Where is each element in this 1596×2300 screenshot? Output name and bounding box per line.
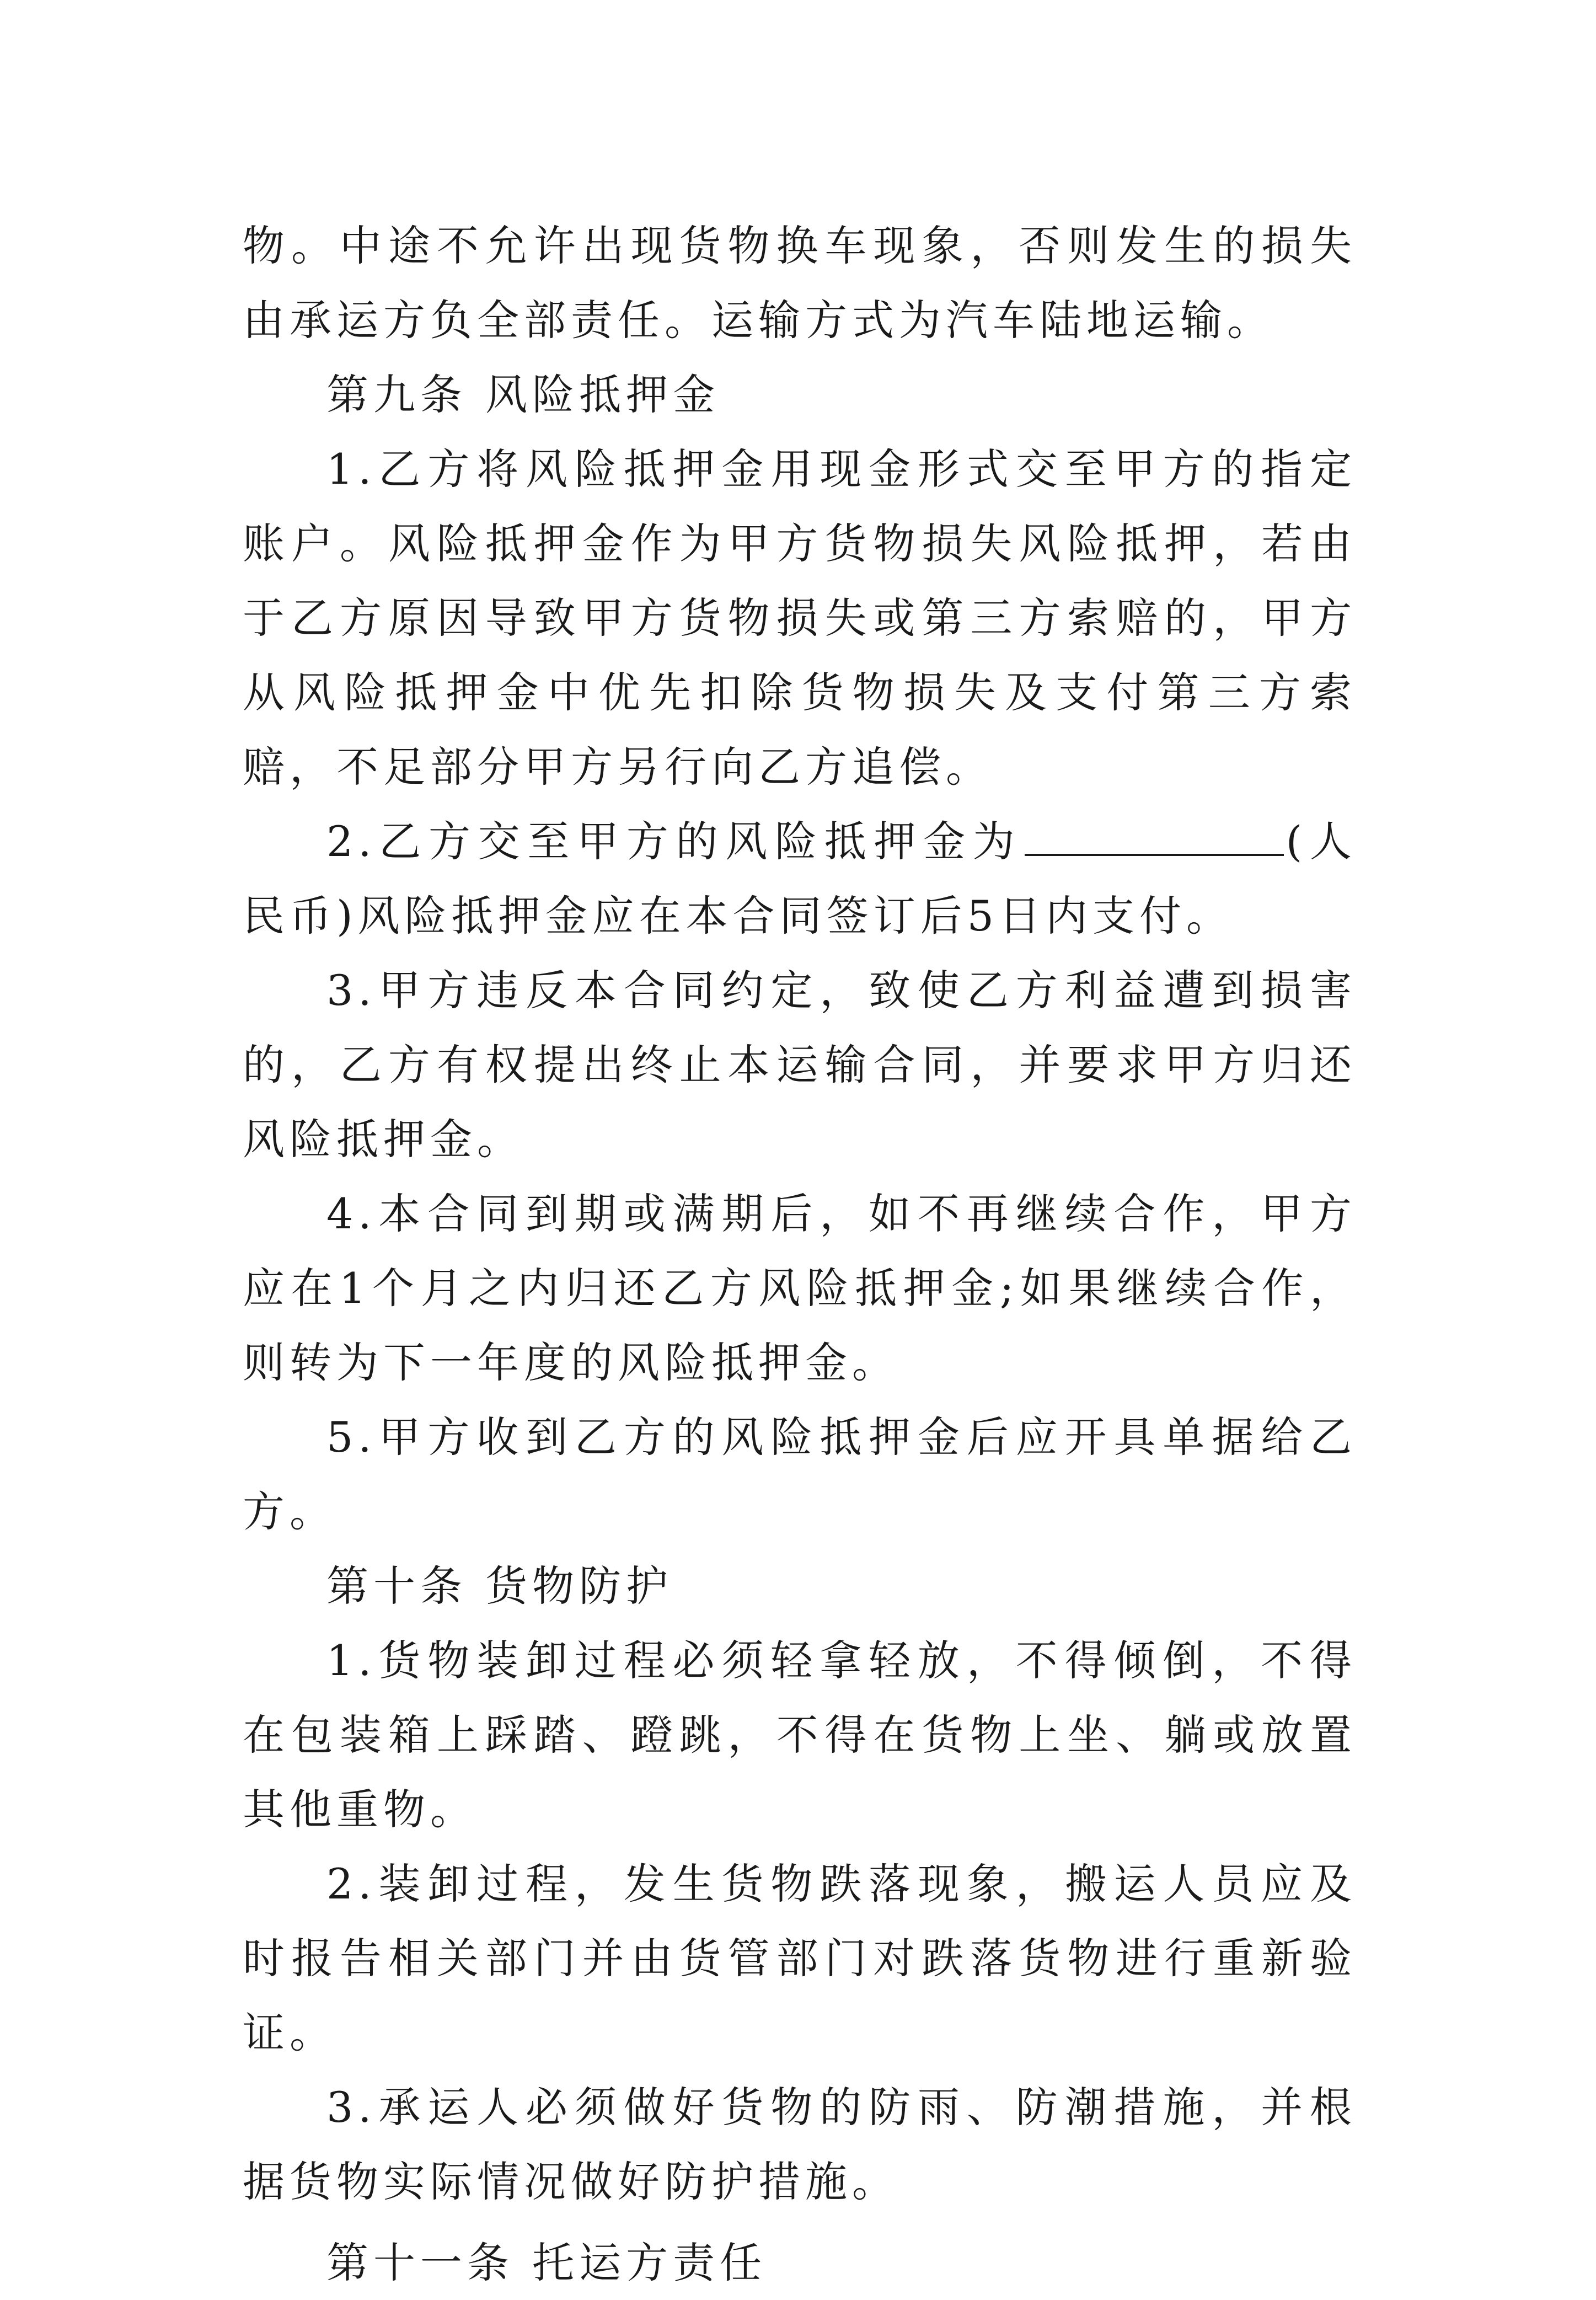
- paragraph-10-1: 1.货物装卸过程必须轻拿轻放，不得倾倒，不得在包装箱上踩踏、蹬跳，不得在货物上坐、躺或放置其他重物。: [243, 1636, 1357, 1834]
- heading-article-11: 第十一条 托运方责任: [326, 2238, 767, 2287]
- paragraph-9-2-start: 2.乙方交至甲方的风险抵押金为: [326, 817, 1022, 866]
- document-body: [243, 208, 1357, 2300]
- paragraph-transport-method: 物。中途不允许出现货物换车现象，否则发生的损失由承运方负全部责任。运输方式为汽车陆地运输。: [243, 221, 1357, 345]
- paragraph-9-1: 1.乙方将风险抵押金用现金形式交至甲方的指定账户。风险抵押金作为甲方货物损失风险抵押，若由于乙方原因导致甲方货物损失或第三方索赔的，甲方从风险抵押金中优先扣除货物损失及支付第三方索赔，不足部分甲方另行向乙方追偿。: [243, 445, 1357, 791]
- heading-article-9: 第九条 风险抵押金: [326, 370, 720, 419]
- paragraph-9-4: 4.本合同到期或满期后，如不再继续合作，甲方应在1个月之内归还乙方风险抵押金;如果继续合作，则转为下一年度的风险抵押金。: [243, 1189, 1357, 1387]
- paragraph-10-2: 2.装卸过程，发生货物跌落现象，搬运人员应及时报告相关部门并由货管部门对跌落货物进行重新验证。: [243, 1859, 1357, 2057]
- paragraph-9-2-end: (人民币)风险抵押金应在本合同签订后5日内支付。: [243, 817, 1357, 940]
- deposit-amount-blank: [1025, 815, 1284, 856]
- paragraph-9-5: 5.甲方收到乙方的风险抵押金后应开具单据给乙方。: [243, 1413, 1357, 1536]
- heading-article-10: 第十条 货物防护: [326, 1561, 673, 1611]
- spacer: [243, 2219, 1357, 2226]
- paragraph-9-3: 3.甲方违反本合同约定，致使乙方利益遭到损害的，乙方有权提出终止本运输合同，并要求甲方归还风险抵押金。: [243, 966, 1357, 1164]
- paragraph-10-3: 3.承运人必须做好货物的防雨、防潮措施，并根据货物实际情况做好防护措施。: [243, 2083, 1357, 2206]
- paragraph-9-2: [243, 804, 1357, 953]
